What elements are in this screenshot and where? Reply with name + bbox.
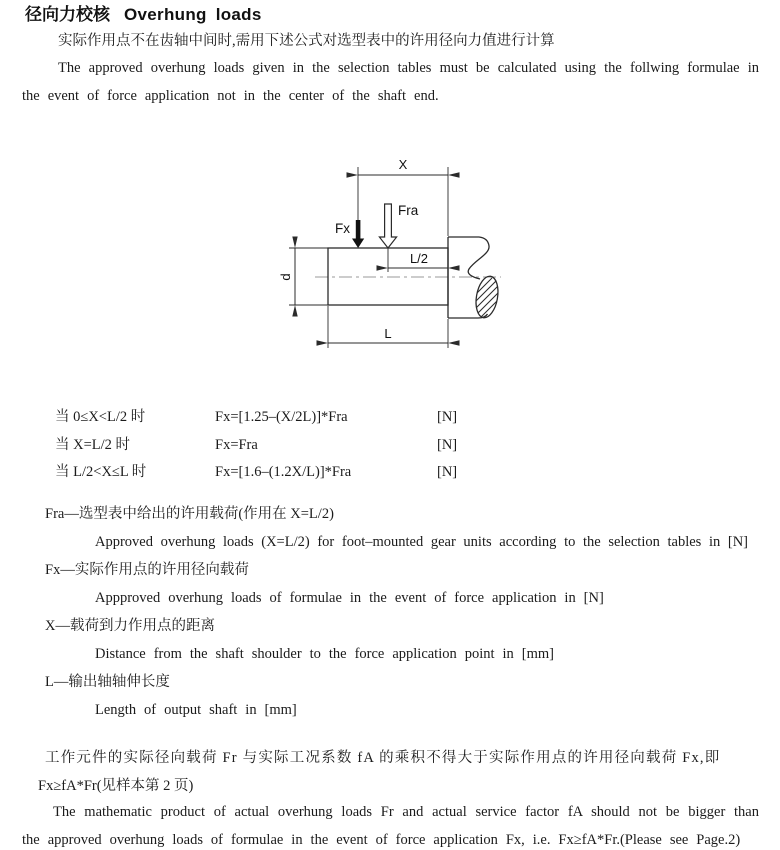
l-half-dimension	[388, 248, 448, 272]
closing-english-line-1: The mathematic product of actual overhung loads Fr and actual service factor fA should not be bigger than	[53, 804, 759, 820]
definition-desc-fx: Appproved overhung loads of formulae in the event of force application in [N]	[95, 590, 604, 606]
formula-condition: 当 X=L/2 时	[55, 437, 131, 453]
definition-term-fra: Fra—选型表中给出的许用载荷(作用在 X=L/2)	[45, 506, 334, 522]
formula-row-3	[0, 463, 780, 482]
l-half-label: L/2	[409, 251, 429, 266]
intro-english-line-2: the event of force application not in the center of the shaft end.	[22, 88, 439, 104]
housing-outline	[441, 237, 510, 322]
x-dimension	[358, 157, 448, 236]
formula-expression: Fx=[1.25–(X/2L)]*Fra	[215, 409, 348, 425]
definition-term-x: X—载荷到力作用点的距离	[45, 618, 215, 634]
d-dimension-label: d	[278, 273, 293, 281]
closing-chinese-line-1: 工作元件的实际径向载荷 Fr 与实际工况系数 fA 的乘积不得大于实际作用点的许用径向载荷 Fx,即	[45, 750, 721, 766]
l-dimension-label: L	[384, 326, 392, 341]
closing-english-line-2: the approved overhung loads of formulae in the event of force application Fx, i.e. Fx≥fA*Fr.(Please see Page.2)	[22, 832, 741, 848]
formula-expression: Fx=[1.6–(1.2X/L)]*Fra	[215, 464, 352, 480]
x-dimension-label: X	[398, 157, 408, 172]
formula-unit: [N]	[437, 464, 458, 480]
intro-english-line-1: The approved overhung loads given in the selection tables must be calculated using the follwing formulae in	[58, 60, 759, 76]
title-chinese: 径向力校核	[25, 5, 110, 24]
page-title	[25, 4, 262, 26]
definition-desc-fra: Approved overhung loads (X=L/2) for foot–mounted gear units according to the selection tables in [N]	[95, 534, 748, 550]
formula-unit: [N]	[437, 409, 458, 425]
closing-chinese-line-2: Fx≥fA*Fr(见样本第 2 页)	[38, 778, 194, 794]
definition-desc-l: Length of output shaft in [mm]	[95, 702, 297, 718]
formula-condition: 当 0≤X<L/2 时	[55, 409, 146, 425]
definition-term-l: L—输出轴轴伸长度	[45, 674, 170, 690]
formula-condition: 当 L/2<X≤L 时	[55, 464, 147, 480]
fx-force-arrow	[335, 220, 364, 248]
definition-term-fx: Fx—实际作用点的许用径向载荷	[45, 562, 249, 578]
formula-expression: Fx=Fra	[215, 437, 258, 453]
section-hatch	[441, 274, 510, 322]
formula-row-1	[0, 408, 780, 427]
fra-force-label: Fra	[398, 203, 419, 218]
shaft-load-diagram	[275, 150, 510, 365]
fx-force-label: Fx	[335, 221, 350, 236]
fra-force-arrow	[379, 203, 418, 248]
definition-desc-x: Distance from the shaft shoulder to the force application point in [mm]	[95, 646, 554, 662]
l-dimension	[328, 306, 448, 348]
formula-row-2	[0, 436, 780, 455]
title-english: Overhung loads	[124, 5, 262, 24]
intro-chinese: 实际作用点不在齿轴中间时,需用下述公式对选型表中的许用径向力值进行计算	[58, 33, 555, 49]
formula-unit: [N]	[437, 437, 458, 453]
